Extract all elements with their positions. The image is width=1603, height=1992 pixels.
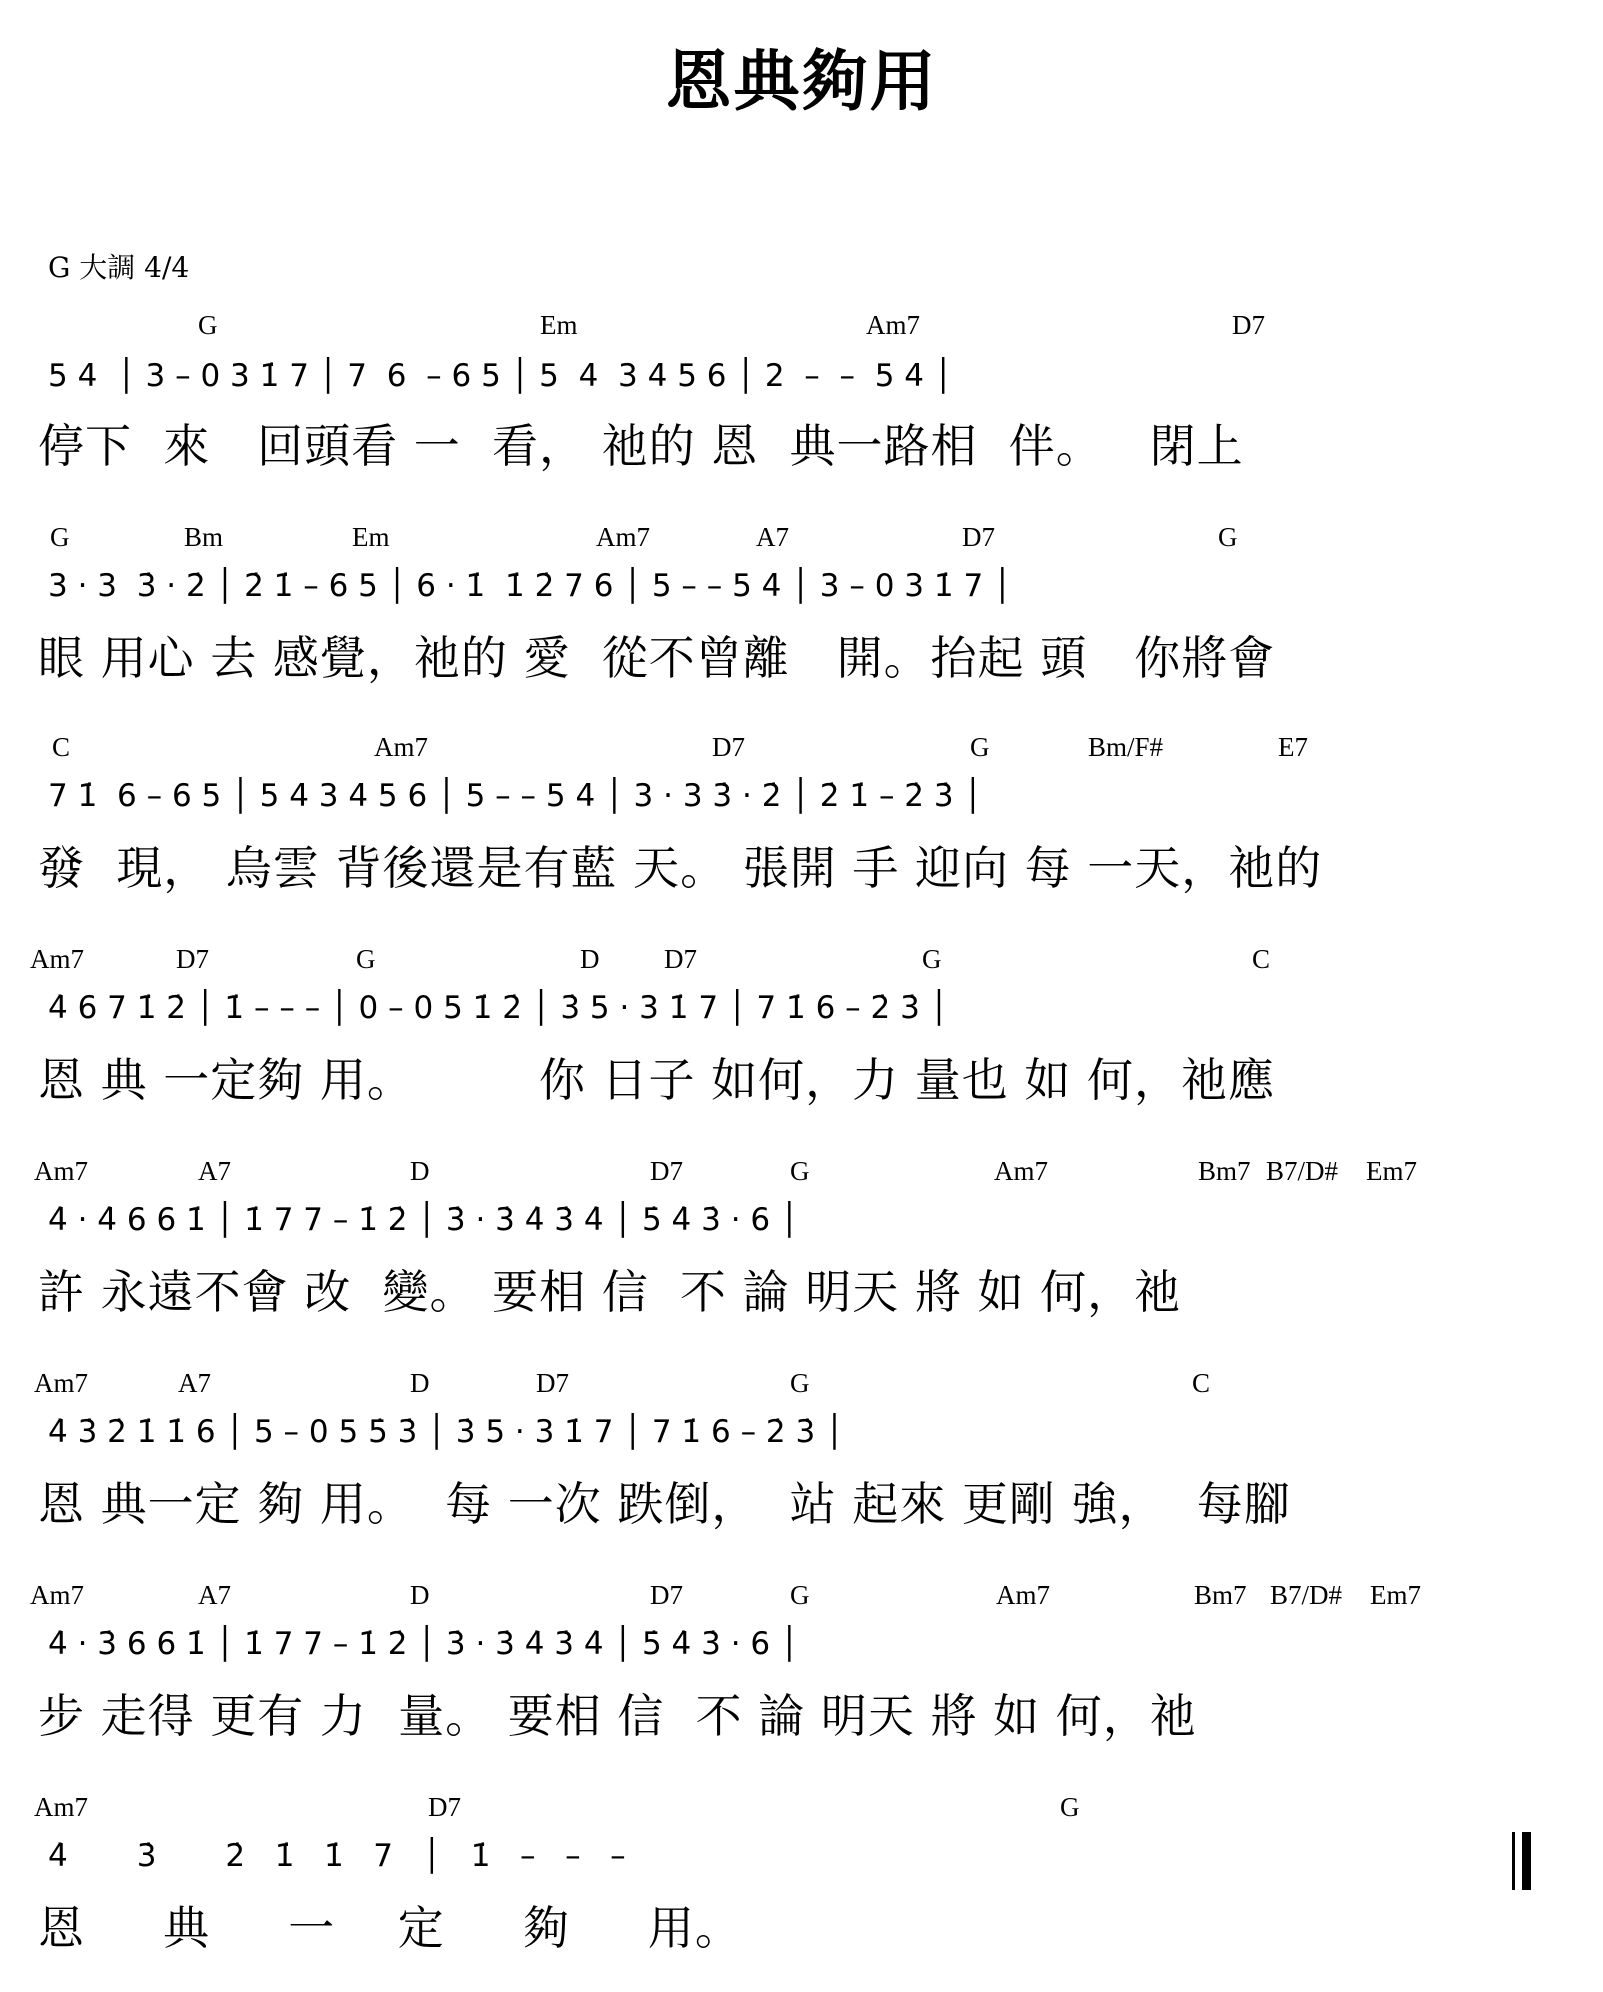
chord-label: D — [410, 1156, 430, 1186]
chord-label: B7/D# — [1266, 1156, 1339, 1186]
system-5 — [0, 1156, 1603, 1356]
notes-line: 4̇ 3̇ 2̇ 1̇ 1̇ 6 │ 5 – 0 5 5̇ 3̇ │ 3̇ 5 · 3 1̇ 7 │ 7 1̇ 6 – 2̇ 3̇ │ — [48, 1414, 844, 1450]
lyrics-line: 恩 典一定 夠 用。 每 一次 跌倒， 站 起來 更剛 強， 每腳 — [38, 1477, 1291, 1531]
system-8 — [0, 1792, 1603, 1992]
final-barline-thick — [1522, 1832, 1531, 1890]
chord-label: G — [922, 944, 942, 974]
lyrics-line: 步 走得 更有 力 量。 要相 信 不 論 明天 將 如 何，祂 — [38, 1689, 1197, 1743]
lyrics-line: 恩 典 一定夠 用。 你 日子 如何，力 量也 如 何，祂應 — [38, 1053, 1275, 1107]
chord-label: Em7 — [1366, 1156, 1417, 1186]
chord-label: Am7 — [30, 1580, 84, 1610]
chord-label: A7 — [198, 1156, 231, 1186]
chord-label: Bm — [184, 522, 224, 552]
chord-label: Am7 — [34, 1368, 88, 1398]
chord-label: G — [1060, 1792, 1080, 1822]
chord-label: D7 — [650, 1580, 683, 1610]
chord-label: D7 — [650, 1156, 683, 1186]
notes-line: 4̇ 6 7 1̇ 2̇ │ 1̇ – – – │ 0 – 0 5 1̇ 2̇ │ 3̇ 5 · 3 1̇ 7 │ 7 1̇ 6 – 2̇ 3̇ │ — [48, 990, 949, 1026]
chord-label: Am7 — [596, 522, 650, 552]
chord-label: G — [790, 1368, 810, 1398]
chord-label: D — [410, 1580, 430, 1610]
song-title: 恩典夠用 — [665, 42, 938, 120]
system-6 — [0, 1368, 1603, 1568]
chord-label: D — [580, 944, 600, 974]
chord-label: G — [790, 1156, 810, 1186]
chord-label: Bm7 — [1194, 1580, 1247, 1610]
chord-label: C — [1192, 1368, 1211, 1398]
chord-label: D7 — [1232, 310, 1265, 340]
notes-line: 7 1̇ 6 – 6 5 │ 5 4 3 4 5 6 │ 5 – – 5 4 │ 3 · 3 3̇ · 2̇ │ 2̇ 1̇ – 2̇ 3̇ │ — [48, 778, 983, 814]
system-7 — [0, 1580, 1603, 1780]
chord-label: Bm/F# — [1088, 732, 1164, 762]
system-3 — [0, 732, 1603, 932]
chord-label: D7 — [962, 522, 995, 552]
chord-label: C — [1252, 944, 1271, 974]
chord-label: Em — [352, 522, 390, 552]
chord-label: C — [52, 732, 71, 762]
chord-label: D7 — [712, 732, 745, 762]
notes-line: 5 4 │ 3 – 0 3 1̇ 7 │ 7 6 – 6 5 │ 5 4 3 4 5 6 │ 2 – – 5 4 │ — [48, 358, 953, 394]
chord-label: G — [50, 522, 70, 552]
notes-line: 4̇ · 4̇ 6 6 1̇ │ 1̇ 7 7 – 1̇ 2̇ │ 3̇ · 3̇ 4̇ 3̇ 4̇ │ 5̇ 4̇ 3̇ · 6 │ — [48, 1202, 799, 1238]
lyrics-line: 停下 來 回頭看 一 看， 祂的 恩 典一路相 伴。 閉上 — [38, 419, 1244, 473]
chord-label: Em — [540, 310, 578, 340]
chord-label: D7 — [536, 1368, 569, 1398]
chord-label: Am7 — [34, 1156, 88, 1186]
chord-label: E7 — [1278, 732, 1308, 762]
chord-label: A7 — [756, 522, 789, 552]
system-1 — [0, 310, 1603, 510]
chord-label: D7 — [428, 1792, 461, 1822]
chord-label: Am7 — [996, 1580, 1050, 1610]
chord-label: G — [1218, 522, 1238, 552]
chord-label: Am7 — [374, 732, 428, 762]
chord-label: A7 — [198, 1580, 231, 1610]
chord-label: G — [970, 732, 990, 762]
notes-line: 4̇ 3̇ 2̇ 1̇ 1̇ 7 │ 1̇ – – – — [48, 1838, 626, 1874]
chord-label: Am7 — [866, 310, 920, 340]
chord-label: G — [198, 310, 218, 340]
lyrics-line: 眼 用心 去 感覺，祂的 愛 從不曾離 開。抬起 頭 你將會 — [38, 631, 1276, 685]
final-barline-thin — [1512, 1832, 1515, 1890]
chord-label: D7 — [176, 944, 209, 974]
key-signature: G 大調 4/4 — [48, 251, 190, 284]
lyrics-line: 發 現， 烏雲 背後還是有藍 天。 張開 手 迎向 每 一天，祂的 — [38, 841, 1323, 895]
chord-label: G — [790, 1580, 810, 1610]
chord-label: Am7 — [30, 944, 84, 974]
lyrics-line: 恩 典 一 定 夠 用。 — [38, 1901, 742, 1955]
chord-label: Am7 — [34, 1792, 88, 1822]
notes-line: 3 · 3 3̇ · 2̇ │ 2̇ 1̇ – 6 5 │ 6 · 1̇ 1̇ 2̇ 7 6 │ 5 – – 5 4 │ 3 – 0 3 1̇ 7 │ — [48, 568, 1012, 604]
chord-label: D7 — [664, 944, 697, 974]
chord-label: Bm7 — [1198, 1156, 1251, 1186]
chord-label: G — [356, 944, 376, 974]
chord-label: B7/D# — [1270, 1580, 1343, 1610]
chord-label: A7 — [178, 1368, 211, 1398]
chord-label: Em7 — [1370, 1580, 1421, 1610]
notes-line: 4̇ · 3̇ 6 6 1̇ │ 1̇ 7 7 – 1̇ 2̇ │ 3̇ · 3̇ 4̇ 3̇ 4̇ │ 5̇ 4̇ 3̇ · 6 │ — [48, 1626, 799, 1662]
system-2 — [0, 522, 1603, 722]
chord-label: Am7 — [994, 1156, 1048, 1186]
lyrics-line: 許 永遠不會 改 變。 要相 信 不 論 明天 將 如 何，祂 — [38, 1265, 1182, 1319]
system-4 — [0, 944, 1603, 1144]
chord-label: D — [410, 1368, 430, 1398]
